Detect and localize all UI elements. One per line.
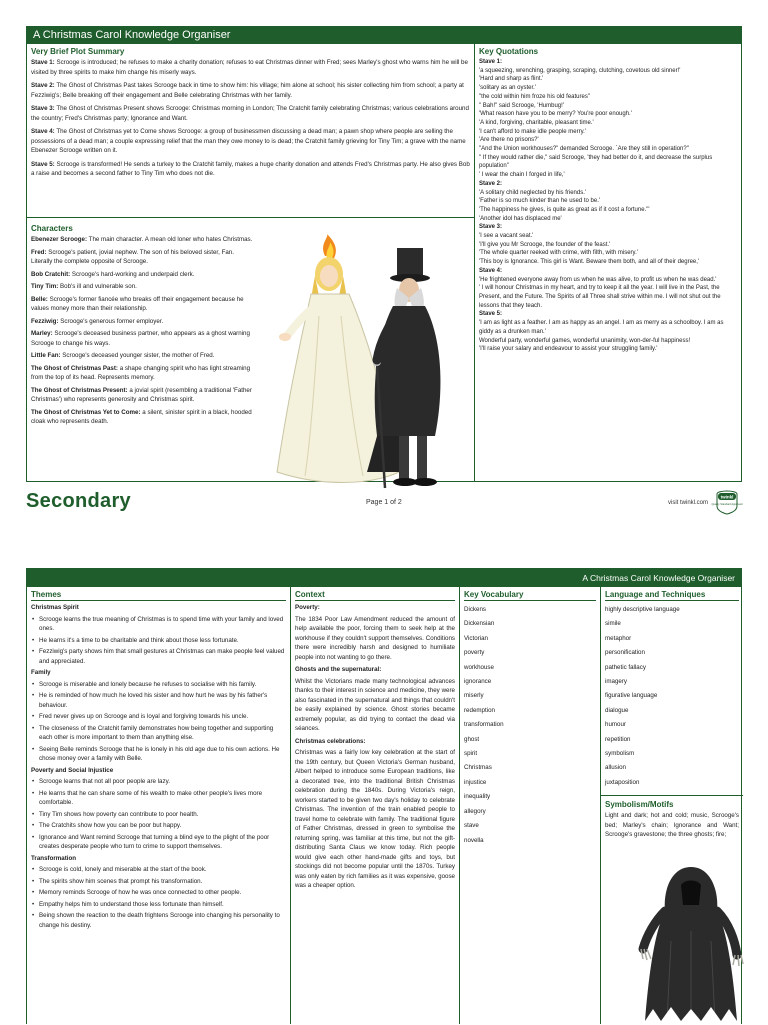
theme-bullet: • He is reminded of how much he loved his sister and how hurt he was by his father's behaviour. bbox=[31, 691, 286, 710]
theme-bullet: • Empathy helps him to understand those less fortunate than himself. bbox=[31, 900, 286, 910]
theme-bullet: • The spirits show him scenes that prompt his transformation. bbox=[31, 877, 286, 887]
character-description: Scrooge's hard-working and underpaid clerk. bbox=[70, 270, 195, 278]
vocabulary-word: redemption bbox=[464, 706, 495, 714]
theme-subheading: Christmas Spirit bbox=[31, 604, 79, 611]
quote-line: "the cold within him froze his old features" bbox=[479, 93, 590, 100]
character-description: a jovial spirit (resembling a traditional 'Father Christmas') who represents generosity and Christmas spirit. bbox=[31, 386, 252, 403]
vocabulary-word: injustice bbox=[464, 778, 487, 786]
language-technique: dialogue bbox=[605, 706, 629, 714]
stave-label: Stave 5: bbox=[31, 160, 55, 168]
language-column bbox=[601, 587, 743, 1024]
symbolism-section bbox=[601, 797, 743, 840]
quote-line: 'I am as light as a feather. I am as happy as an angel. I am as merry as a schoolboy. I am as giddy as a drunken man.' bbox=[479, 320, 724, 335]
language-technique: repetition bbox=[605, 735, 631, 743]
vocabulary-word: Dickensian bbox=[464, 620, 495, 628]
character-name: Belle: bbox=[31, 295, 48, 303]
theme-bullet: • Tiny Tim shows how poverty can contribute to poor health. bbox=[31, 810, 286, 820]
stave-text: Scrooge is transformed! He sends a turkey to the Cratchit family, makes a huge charity donation and attends Fred's Christmas party. He also gives Bob a raise and becomes a second father to Tiny Tim who does not die. bbox=[31, 160, 470, 177]
theme-bullets bbox=[31, 615, 286, 667]
character-name: Fred: bbox=[31, 248, 47, 256]
quote-line: 'A kind, forgiving, charitable, pleasant time.' bbox=[479, 119, 594, 126]
plot-stave bbox=[31, 160, 470, 179]
page-title-2: A Christmas Carol Knowledge Organiser bbox=[27, 569, 741, 587]
quote-line: 'He frightened everyone away from us when he was alive, to profit us when he was dead.' bbox=[479, 276, 717, 283]
quote-line: 'The happiness he gives, is quite as great as if it cost a fortune."' bbox=[479, 206, 650, 213]
character-description: The main character. A mean old loner who hates Christmas. bbox=[87, 236, 253, 243]
context-paragraph: Christmas was a fairly low key celebration at the start of the 19th century, but Queen Victoria's German husband, Albert helped to introduce some European traditions, like a decorated tree, into the traditional British Christmas celebration during the 1840s. During Victoria's reign, workers started to be given two day's holiday to celebrate Christmas. The invention of the train enabled people to travel home to celebrate with family. The traditional figure of Father Christmas, dressed in green to symbolise the returning spring, was familiar at this time, but not the gift-distributing Santa Claus we know today. Rich people would give each other hand-made gifts and toys, but stockings did not become popular until the 1870s. Turkey was only eaten by rich families as it was expensive, goose was a cheaper option. bbox=[295, 749, 455, 889]
themes-column bbox=[27, 587, 290, 1024]
ghost-and-scrooge-illustration bbox=[259, 236, 471, 498]
theme-subheading: Poverty and Social Injustice bbox=[31, 766, 114, 774]
character-entry bbox=[31, 386, 255, 405]
quote-line: ' I wear the chain I forged in life,' bbox=[479, 172, 565, 179]
page-title: A Christmas Carol Knowledge Organiser bbox=[27, 27, 741, 44]
vocabulary-word: Christmas bbox=[464, 764, 492, 772]
theme-bullet: • The Cratchits show how you can be poor but happy. bbox=[31, 821, 286, 831]
quote-line: Wonderful party, wonderful games, wonderful unanimity, won-der-ful happiness! bbox=[479, 337, 691, 344]
quote-line: "And the Union workhouses?" demanded Scrooge. `Are they still in operation?" bbox=[479, 146, 689, 153]
language-technique: humour bbox=[605, 721, 626, 729]
plot-heading: Very Brief Plot Summary bbox=[31, 47, 125, 56]
plot-stave bbox=[31, 81, 470, 100]
secondary-label: Secondary bbox=[26, 490, 131, 512]
language-technique: metaphor bbox=[605, 634, 632, 642]
quote-line: 'What reason have you to be merry? You're poor enough.' bbox=[479, 111, 632, 118]
knowledge-organiser-page-1 bbox=[26, 26, 742, 482]
vocabulary-word: poverty bbox=[464, 649, 485, 657]
theme-bullets bbox=[31, 865, 286, 930]
themes-list bbox=[27, 603, 290, 930]
quote-stave-label: Stave 5: bbox=[479, 311, 503, 318]
quote-line: ' I will honour Christmas in my heart, and try to keep it all the year. I will live in the Past, the Present, and the Future. The Spirits of all Three shall strive within me. I will not shut out the lessons that they teach. bbox=[479, 285, 721, 309]
stave-text: The Ghost of Christmas Past takes Scrooge back in time to show him: his village; him alone at school; his sister collecting him from school; a party at Fezziwig's; Belle breaking off their engagement and Belle celebrating Christmas with her family. bbox=[31, 82, 464, 99]
context-list bbox=[291, 603, 459, 891]
character-entry bbox=[31, 282, 255, 292]
character-name: The Ghost of Christmas Yet to Come: bbox=[31, 408, 141, 416]
quote-line: 'I can't afford to make idle people merry.' bbox=[479, 128, 586, 135]
quote-stave-label: Stave 1: bbox=[479, 59, 503, 65]
quote-stave-label: Stave 3: bbox=[479, 224, 503, 231]
vocabulary-heading: Key Vocabulary bbox=[464, 590, 596, 601]
theme-bullet: • Seeing Belle reminds Scrooge that he is lonely in his old age due to his own actions. He chose money over a family with Belle. bbox=[31, 745, 286, 764]
context-subheading: Poverty: bbox=[295, 604, 320, 611]
vocabulary-word: allegory bbox=[464, 807, 486, 815]
language-technique: personification bbox=[605, 649, 645, 657]
language-technique: juxtaposition bbox=[605, 778, 640, 786]
context-heading: Context bbox=[295, 590, 455, 601]
quote-stave-label: Stave 2: bbox=[479, 180, 503, 187]
theme-bullet: • He learns that he can share some of his wealth to make other people's lives more comfortable. bbox=[31, 789, 286, 808]
character-description: Scrooge's generous former employer. bbox=[58, 317, 164, 325]
theme-bullet: • Memory reminds Scrooge of how he was once connected to other people. bbox=[31, 888, 286, 898]
quote-line: 'Hard and sharp as flint.' bbox=[479, 76, 544, 83]
character-name: Bob Cratchit: bbox=[31, 270, 71, 278]
character-description: Bob's ill and vulnerable son. bbox=[58, 283, 137, 290]
quote-line: 'The whole quarter reeked with crime, with filth, with misery.' bbox=[479, 250, 638, 257]
context-subheading: Ghosts and the supernatural: bbox=[295, 666, 382, 673]
quote-line: 'This boy is Ignorance. This girl is Want. Beware them both, and all of their degree,' bbox=[479, 259, 700, 266]
twinkl-logo bbox=[711, 488, 743, 514]
quote-line: 'solitary as an oyster.' bbox=[479, 85, 536, 92]
page-number: Page 1 of 2 bbox=[366, 499, 402, 506]
vocabulary-word: spirit bbox=[464, 750, 478, 758]
quote-line: 'I'll raise your salary and endeavour to assist your struggling family.' bbox=[479, 346, 658, 353]
knowledge-organiser-page-2 bbox=[26, 568, 742, 1024]
stave-label: Stave 3: bbox=[31, 105, 55, 112]
theme-bullet: • He learns it's a time to be charitable and think about those less fortunate. bbox=[31, 636, 286, 646]
language-technique: allusion bbox=[605, 764, 626, 772]
vocabulary-word: workhouse bbox=[464, 663, 494, 671]
stave-text: The Ghost of Christmas Present shows Scrooge: Christmas morning in London; The Cratchit family celebrating Christmas; various celebrations around the country; Fred's Christmas party; Ignorance and Want. bbox=[31, 105, 469, 122]
theme-bullet: • Fezziwig's party shows him that small gestures at Christmas can make people feel valued and appreciated. bbox=[31, 647, 286, 666]
language-technique: figurative language bbox=[605, 692, 658, 700]
section-divider bbox=[27, 217, 474, 218]
character-entry bbox=[31, 329, 255, 348]
stave-text: Scrooge is introduced; he refuses to make a charity donation; refuses to eat Christmas dinner with Fred; sees Marley's ghost who warns him he will be visited by three spirits to make him change his miserly ways. bbox=[31, 59, 468, 76]
character-entry bbox=[31, 270, 255, 280]
theme-bullet: • Being shown the reaction to the death frightens Scrooge into changing his personality to change his destiny. bbox=[31, 911, 286, 930]
theme-bullet: • The closeness of the Cratchit family demonstrates how being together and supporting each other is more important to them than anything else. bbox=[31, 724, 286, 743]
quote-line: " Bah!" said Scrooge, 'Humbug!' bbox=[479, 102, 564, 109]
context-subheading: Christmas celebrations: bbox=[295, 737, 366, 745]
vocabulary-word: Victorian bbox=[464, 634, 488, 642]
quote-stave-label: Stave 4: bbox=[479, 267, 503, 274]
character-name: The Ghost of Christmas Past: bbox=[31, 364, 118, 372]
character-entry bbox=[31, 295, 255, 314]
character-name: The Ghost of Christmas Present: bbox=[31, 386, 128, 394]
language-technique: pathetic fallacy bbox=[605, 663, 646, 671]
language-heading: Language and Techniques bbox=[605, 590, 739, 601]
vocabulary-column bbox=[460, 587, 600, 1024]
characters-list bbox=[27, 235, 259, 427]
vocabulary-word: ghost bbox=[464, 735, 480, 743]
character-entry bbox=[31, 317, 255, 327]
character-name: Marley: bbox=[31, 330, 53, 337]
vocabulary-word: inequality bbox=[464, 793, 491, 801]
character-description: a shape changing spirit who has light streaming from the top of its head. Represents memory. bbox=[31, 364, 251, 381]
plot-stave bbox=[31, 104, 470, 123]
stave-label: Stave 2: bbox=[31, 82, 55, 89]
theme-bullet: • Scrooge is miserable and lonely because he refuses to socialise with his family. bbox=[31, 680, 286, 690]
twinkl-link[interactable]: visit twinkl.com bbox=[667, 500, 708, 506]
theme-subheading: Family bbox=[31, 669, 51, 676]
vocabulary-list bbox=[460, 603, 600, 848]
plot-summary bbox=[27, 58, 474, 179]
theme-bullets bbox=[31, 777, 286, 852]
character-name: Fezziwig: bbox=[31, 317, 59, 325]
quote-line: " If they would rather die," said Scrooge, 'they had better do it, and decrease the surplus population" bbox=[479, 154, 713, 170]
vocabulary-word: miserly bbox=[464, 692, 484, 700]
character-name: Ebenezer Scrooge: bbox=[31, 236, 88, 243]
symbolism-text: Light and dark; hot and cold; music, Scrooge's bed; Marley's chain; Ignorance and Want; Scrooge's gravestone; the three ghosts; fire; bbox=[605, 812, 739, 838]
theme-bullet: • Scrooge learns the true meaning of Christmas is to spend time with your family and loved ones. bbox=[31, 615, 286, 634]
quote-line: 'A solitary child neglected by his friends.' bbox=[479, 189, 587, 196]
left-column bbox=[27, 44, 474, 481]
language-technique: simile bbox=[605, 620, 621, 628]
page-footer bbox=[26, 488, 742, 518]
language-technique: symbolism bbox=[605, 750, 635, 758]
vocabulary-word: ignorance bbox=[464, 678, 492, 686]
vocabulary-word: Dickens bbox=[464, 606, 487, 613]
character-description: a silent, sinister spirit in a black, hooded cloak who represents death. bbox=[31, 408, 252, 425]
context-paragraph: The 1834 Poor Law Amendment reduced the amount of help available the poor, forcing them to seek help at the workhouse if they couldn't support themselves. Conditions there were incredibly harsh and designed to humiliate people into not wanting to go there. bbox=[295, 615, 455, 661]
quote-line: 'Are there no prisons?' bbox=[479, 137, 539, 144]
quote-line: 'Father is so much kinder than he used to be.' bbox=[479, 198, 601, 205]
themes-heading: Themes bbox=[31, 590, 286, 601]
context-paragraph: Whilst the Victorians made many technological advances thanks to their interest in science and medicine, they were also fascinated in the supernatural and things that couldn't be easily explained by science. Ghost stories became extremely popular, as did trying to contact the dead via séances. bbox=[295, 677, 455, 732]
characters-heading: Characters bbox=[31, 224, 73, 233]
plot-stave bbox=[31, 58, 470, 77]
character-name: Tiny Tim: bbox=[31, 283, 59, 290]
character-entry bbox=[31, 248, 255, 267]
character-entry bbox=[31, 408, 255, 427]
section-divider bbox=[601, 795, 743, 796]
vocabulary-word: novella bbox=[464, 836, 484, 844]
quotations-heading: Key Quotations bbox=[479, 47, 539, 56]
plot-stave bbox=[31, 127, 470, 156]
theme-bullet: • Ignorance and Want remind Scrooge that turning a blind eye to the plight of the poor creates desperate people who turn to crime to support themselves. bbox=[31, 833, 286, 852]
language-technique: imagery bbox=[605, 678, 628, 686]
language-list bbox=[601, 603, 743, 790]
stave-label: Stave 1: bbox=[31, 59, 55, 66]
logo-subtext: Quality Standard Approved bbox=[711, 503, 743, 506]
character-name: Little Fan: bbox=[31, 352, 61, 359]
character-description: Scrooge's deceased younger sister, the mother of Fred. bbox=[60, 352, 215, 359]
character-description: Scrooge's deceased business partner, who appears as a ghost warning Scrooge to change his ways. bbox=[31, 330, 250, 347]
quote-line: 'a squeezing, wrenching, grasping, scraping, clutching, covetous old sinner!' bbox=[479, 67, 681, 74]
context-column bbox=[291, 587, 459, 1024]
theme-bullet: • Scrooge learns that not all poor people are lazy. bbox=[31, 777, 286, 787]
character-entry bbox=[31, 235, 255, 245]
stave-label: Stave 4: bbox=[31, 128, 55, 135]
quote-line: 'Another idol has displaced me' bbox=[479, 215, 562, 222]
theme-subheading: Transformation bbox=[31, 854, 77, 862]
stave-text: The Ghost of Christmas yet to Come shows Scrooge: a group of businessmen discussing a dead man; a pawn shop where people are selling the possessions of a dead man; a couple expressing relief that the man they owe money to is dead; the Cratchit family grieving for Tiny Tim; a grave with the name Ebenezer Scrooge written on it. bbox=[31, 128, 466, 154]
character-description: Scrooge's patient, jovial nephew. The son of his beloved sister, Fan. Literally the complete opposite of Scrooge. bbox=[31, 248, 234, 265]
symbolism-heading: Symbolism/Motifs bbox=[605, 800, 674, 809]
quote-line: 'I'll give you Mr Scrooge, the founder of the feast.' bbox=[479, 241, 611, 248]
language-technique: highly descriptive language bbox=[605, 606, 680, 613]
character-entry bbox=[31, 351, 255, 361]
quote-line: 'I see a vacant seat.' bbox=[479, 233, 534, 240]
quotations-list bbox=[475, 58, 743, 354]
vocabulary-word: transformation bbox=[464, 721, 504, 729]
theme-bullets bbox=[31, 680, 286, 764]
quotations-column bbox=[475, 44, 743, 481]
theme-bullet: • Fred never gives up on Scrooge and is loyal and forgiving towards his uncle. bbox=[31, 712, 286, 722]
ghost-yet-to-come-illustration bbox=[641, 861, 741, 1025]
character-entry bbox=[31, 364, 255, 383]
theme-bullet: • Scrooge is cold, lonely and miserable at the start of the book. bbox=[31, 865, 286, 875]
vocabulary-word: stave bbox=[464, 822, 479, 830]
logo-text: twinkl bbox=[720, 494, 734, 500]
character-description: Scrooge's former fiancée who breaks off their engagement because he values money more than their relationship. bbox=[31, 295, 244, 312]
